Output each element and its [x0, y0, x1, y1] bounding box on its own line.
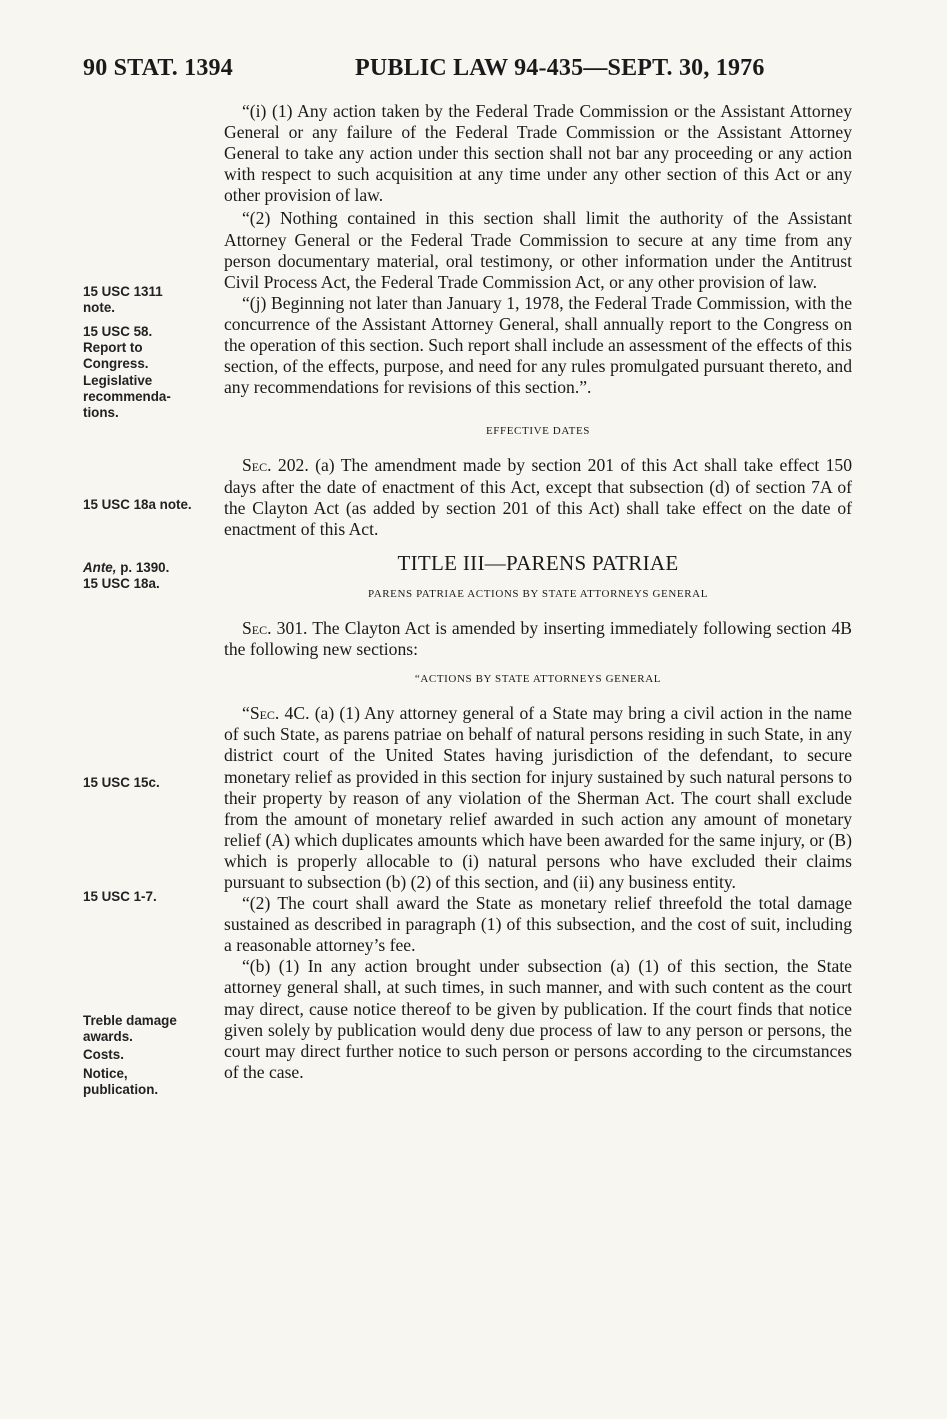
margin-note-15usc18a-note — [83, 497, 192, 513]
stat-page-number: 90 STAT. 1394 — [83, 55, 233, 81]
margin-note-line: 15 USC 18a note. — [83, 497, 192, 512]
ante-page: p. 1390. — [116, 560, 170, 575]
statute-body — [224, 101, 852, 1083]
paragraph-sec-4c-b-1: “(b) (1) In any action brought under subsection (a) (1) of this section, the State attorney general shall, at such times, in such manner, and with such content as the court may direct, cause notice thereof to be given by publication. If the court finds that notice given solely by publication would deny due process of law to any person or persons, the court may direct further notice to such person or persons according to the circumstances of the case. — [224, 956, 852, 1082]
sec-label: Sec. — [242, 617, 272, 638]
paragraph-j: “(j) Beginning not later than January 1, 1978, the Federal Trade Commission, with the concurrence of the Assistant Attorney General, shall annually report to the Congress on the operation of this section. Such report shall include an assessment of the effects of this section, of the effects, purpose, and need for any rules promulgated pursuant thereto, and any recommendations for revisions of this section.”. — [224, 292, 853, 398]
margin-note-line: Legislative — [83, 372, 153, 388]
margin-note-15usc1-7 — [83, 889, 157, 905]
margin-note-line: Congress. — [83, 356, 149, 372]
running-head-title: PUBLIC LAW 94-435—SEPT. 30, 1976 — [355, 55, 765, 81]
margin-note-line: recommenda- — [83, 388, 171, 404]
sec-301-text: 301. The Clayton Act is amended by inserting immediately following section 4B the following new sections: — [224, 617, 852, 660]
margin-note-15usc1311 — [83, 284, 163, 316]
paragraph-i-1: “(i) (1) Any action taken by the Federal Trade Commission or the Assistant Attorney General or any failure of the Federal Trade Commission or the Assistant Attorney General to take any action under this section shall not bar any proceeding or any action with respect to such acquisition at any time under any other section of this Act or any other provision of law. — [224, 101, 852, 206]
sec-202-text: 202. (a) The amendment made by section 201 of this Act shall take effect 150 days after the date of enactment of this Act, except that subsection (d) of section 7A of the Clayton Act (as added by section 201 of this Act) shall take effect on the date of enactment of this Act. — [224, 455, 852, 539]
margin-note-line: 15 USC 1311 — [83, 284, 163, 299]
margin-note-line: 15 USC 1-7. — [83, 889, 157, 904]
margin-note-line: 15 USC 15c. — [83, 775, 160, 790]
margin-note-ante — [83, 560, 169, 592]
paragraph-i-2: “(2) Nothing contained in this section shall limit the authority of the Assistant Attorney General or the Federal Trade Commission to secure at any time from any person documentary material, oral testimony, or other information under the Antitrust Civil Process Act, the Federal Trade Commission Act, or any other provision of law. — [224, 208, 852, 292]
margin-note-treble-damage — [83, 1013, 177, 1098]
sec-label: Sec. — [249, 703, 280, 724]
title-iii-heading: TITLE III—PARENS PATRIAE — [397, 550, 679, 575]
margin-note-line: 15 USC 18a. — [83, 576, 160, 592]
heading-parens-patriae-actions: PARENS PATRIAE ACTIONS BY STATE ATTORNEYS GENERAL — [367, 587, 709, 600]
paragraph-sec-202 — [224, 455, 852, 539]
margin-note-report-to-congress — [83, 324, 171, 421]
margin-note-line: publication. — [83, 1081, 159, 1097]
margin-note-line: tions. — [83, 405, 119, 421]
open-quote: “ — [242, 703, 250, 724]
margin-note-line: awards. — [83, 1029, 133, 1045]
paragraph-sec-4c-a-2: “(2) The court shall award the State as monetary relief threefold the total damage sustained as described in paragraph (1) of this subsection, and the cost of suit, including a reasonable attorney’s fee. — [224, 893, 852, 956]
margin-note-line: Report to — [83, 340, 143, 356]
heading-actions-by-state-ag: “ACTIONS BY STATE ATTORNEYS GENERAL — [414, 673, 662, 686]
margin-note-line: Costs. — [83, 1047, 124, 1063]
sec-label: Sec. — [242, 455, 272, 476]
ante-label: Ante, — [83, 560, 117, 575]
margin-note-line: Notice, — [83, 1065, 128, 1081]
paragraph-sec-4c-a-1 — [224, 703, 852, 893]
margin-note-15usc15c — [83, 775, 160, 791]
margin-note-line: Treble damage — [83, 1013, 177, 1028]
paragraph-sec-301 — [224, 618, 852, 660]
heading-effective-dates: EFFECTIVE DATES — [485, 425, 591, 438]
sec-4c-text: 4C. (a) (1) Any attorney general of a State may bring a civil action in the name of such State, as parens patriae on behalf of natural persons residing in such State, in any district court of the United States having jurisdiction of the defendant, to secure monetary relief as provided in this section for injury sustained by such natural persons to their property by reason of any violation of the Sherman Act. The court shall exclude from the amount of monetary relief awarded in such action any amount of monetary relief (A) which duplicates amounts which have been awarded for the same injury, or (B) which is properly allocable to (i) natural persons who have excluded their claims pursuant to subsection (b) (2) of this section, and (ii) any business entity. — [224, 703, 852, 892]
margin-note-line: note. — [83, 300, 115, 316]
margin-note-line — [83, 560, 169, 576]
margin-note-line: 15 USC 58. — [83, 324, 153, 339]
